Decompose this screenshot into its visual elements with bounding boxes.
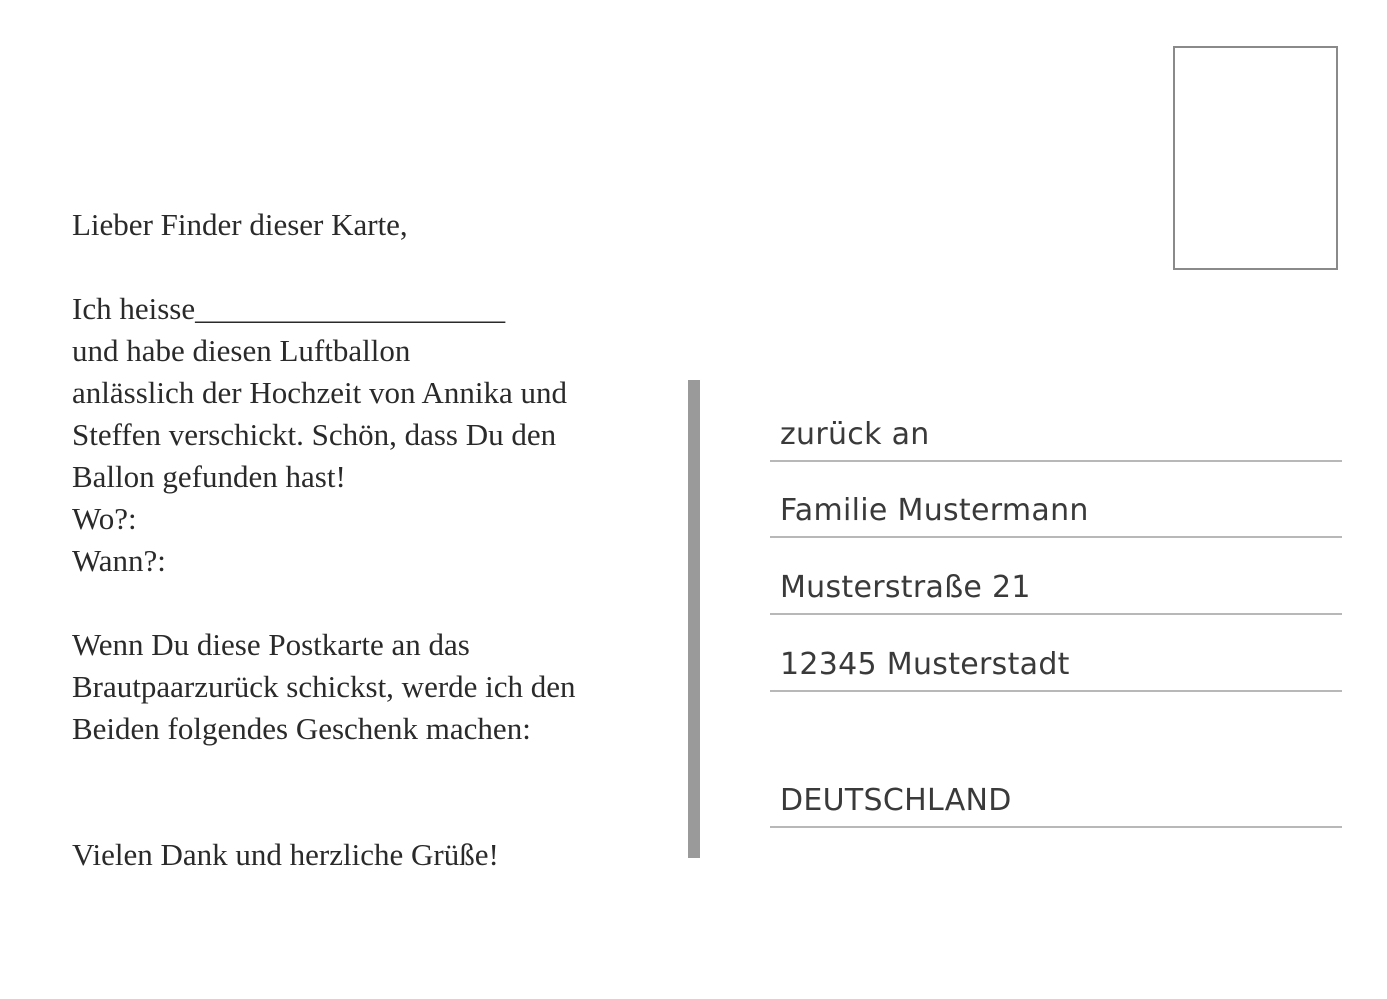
return-label: zurück an xyxy=(780,417,930,452)
address-line-country xyxy=(770,776,1342,828)
address-line-name xyxy=(770,486,1342,538)
message-line: und habe diesen Luftballon xyxy=(72,333,411,368)
message-line: Wenn Du diese Postkarte an das xyxy=(72,627,470,662)
message-line: Beiden folgendes Geschenk machen: xyxy=(72,711,531,746)
message-line: Brautpaarzurück schickst, werde ich den xyxy=(72,669,576,704)
name-line: Ich heisse____________________ xyxy=(72,291,506,326)
closing-text: Vielen Dank und herzliche Grüße! xyxy=(72,837,499,872)
center-divider xyxy=(688,380,700,858)
recipient-street: Musterstraße 21 xyxy=(780,570,1031,605)
recipient-name: Familie Mustermann xyxy=(780,493,1089,528)
greeting-text: Lieber Finder dieser Karte, xyxy=(72,207,408,242)
where-question: Wo?: xyxy=(72,501,137,536)
address-line-city xyxy=(770,640,1342,692)
stamp-placeholder xyxy=(1173,46,1338,270)
address-line-return-label xyxy=(770,410,1342,462)
address-line-street xyxy=(770,562,1342,615)
recipient-country: DEUTSCHLAND xyxy=(780,783,1012,818)
message-line: Ballon gefunden hast! xyxy=(72,459,346,494)
message-line: Steffen verschickt. Schön, dass Du den xyxy=(72,417,557,452)
message-line: anlässlich der Hochzeit von Annika und xyxy=(72,375,568,410)
when-question: Wann?: xyxy=(72,543,166,578)
recipient-city: 12345 Musterstadt xyxy=(780,647,1070,682)
